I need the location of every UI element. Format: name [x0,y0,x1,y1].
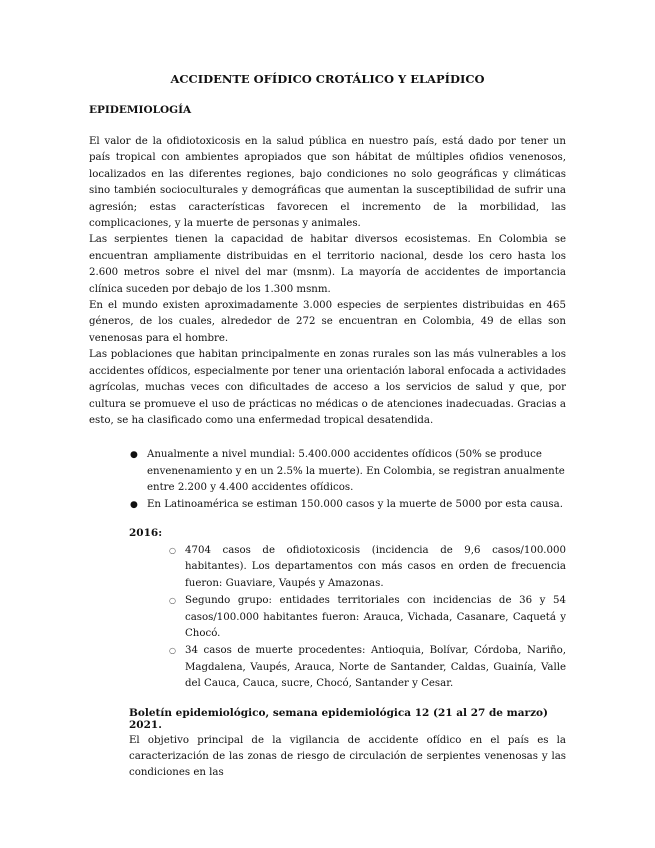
paragraph: El valor de la ofidiotoxicosis en la salud pública en nuestro país, está dado por tener un país tropical con ambientes apropiados que son hábitat de múltiples ofidios venenosos, localizados en las diferentes regiones, bajo condiciones no solo geográficas y climáticas sino también socioculturales y demográficas que aumentan la susceptibilidad de sufrir una agresión; estas características favorecen el incremento de la morbilidad, las complicaciones, y la muerte de personas y animales. [89,136,566,230]
boletin-heading: Boletín epidemiológico, semana epidemiológica 12 (21 al 27 de marzo) 2021. [129,706,549,731]
document-title: ACCIDENTE OFÍDICO CROTÁLICO Y ELAPÍDICO [170,72,485,86]
section-heading: EPIDEMIOLOGÍA [89,104,192,116]
list-item-text: Segundo grupo: entidades territoriales con incidencias de 36 y 54 casos/100.000 habitantes fueron: Arauca, Vichada, Casanare, Caquetá y Chocó. [185,595,566,639]
list-item [169,643,566,692]
circle-bullet-icon: ○ [169,646,176,656]
list-item [130,447,566,496]
list-item [130,497,566,513]
paragraph: En el mundo existen aproximadamente 3.000 especies de serpientes distribuidas en 465 géneros, de los cuales, alrededor de 272 se encuentran en Colombia, 49 de ellas son venenosas para el hombre. [89,300,566,344]
bullet-icon: ● [130,499,138,510]
paragraph: Las serpientes tienen la capacidad de habitar diversos ecosistemas. En Colombia se encuentran ampliamente distribuidas en el territorio nacional, desde los cero hasta los 2.600 metros sobre el nivel del mar (msnm). La mayoría de accidentes de importancia clínica suceden por debajo de los 1.300 msnm. [89,234,566,295]
list-item-text: 34 casos de muerte procedentes: Antioquia, Bolívar, Córdoba, Nariño, Magdalena, Vaupés, Arauca, Norte de Santander, Caldas, Guainía, Valle del Cauca, Cauca, sucre, Chocó, Santander y Cesar. [185,645,566,690]
bullet-icon: ● [130,450,138,461]
boletin-paragraph: El objetivo principal de la vigilancia de accidente ofídico en el país es la caracterización de las zonas de riesgo de circulación de serpientes venenosas y las condiciones en las [129,734,566,779]
list-item-text: En Latinoamérica se estiman 150.000 casos y la muerte de 5000 por esta causa. [147,498,563,510]
paragraph: Las poblaciones que habitan principalmente en zonas rurales son las más vulnerables a los accidentes ofídicos, especialmente por tener una orientación laboral enfocada a actividades agrícolas, muchas veces con dificultades de acceso a los servicios de salud y que, por cultura se promueve el uso de prácticas no médicas o de atenciones inadecuadas. Gracias a esto, se ha clasificado como una enfermedad tropical desatendida. [89,349,566,426]
sub-bullet-list [89,543,566,693]
list-item-text: Anualmente a nivel mundial: 5.400.000 accidentes ofídicos (50% se produce envenenamiento y en un 2.5% la muerte). En Colombia, se registran anualmente entre 2.200 y 4.400 accidentes ofídicos. [147,449,565,494]
list-item [169,593,566,642]
circle-bullet-icon: ○ [169,545,176,555]
list-item-text: 4704 casos de ofidiotoxicosis (incidencia de 9,6 casos/100.000 habitantes). Los departamentos con más casos en orden de frecuencia fueron: Guaviare, Vaupés y Amazonas. [185,544,566,589]
bullet-list [89,447,566,513]
document-page [89,72,566,782]
circle-bullet-icon: ○ [169,596,176,606]
year-label: 2016: [129,526,163,539]
list-item [169,543,566,592]
